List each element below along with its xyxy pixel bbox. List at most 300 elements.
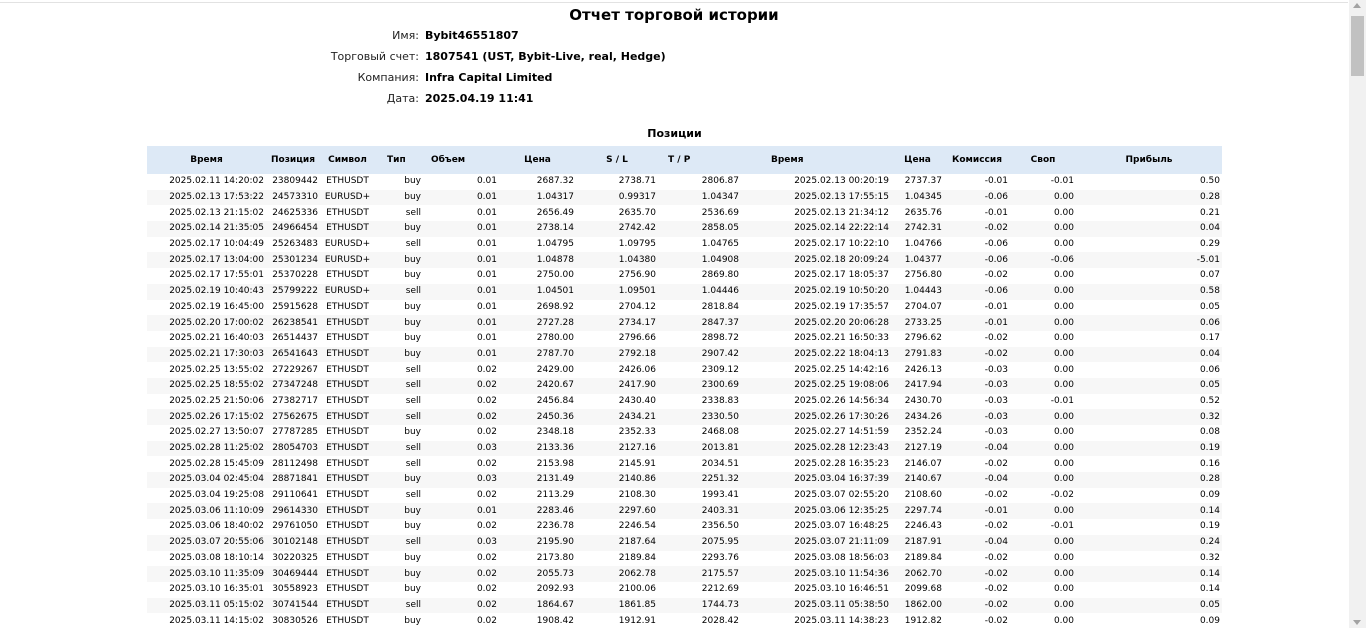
table-row — [147, 441, 1222, 457]
close-price-cell: 2733.25 — [904, 317, 942, 328]
open-time-cell: 2025.02.20 17:00:02 — [169, 317, 264, 328]
swap-cell: 0.00 — [1053, 552, 1074, 563]
open-price-cell: 2283.46 — [536, 505, 574, 516]
profit-cell: 0.24 — [1199, 537, 1220, 548]
close-price-cell: 1.04377 — [904, 254, 942, 265]
stop-loss-cell: 1.04380 — [618, 254, 656, 265]
commission-cell: -0.02 — [984, 521, 1008, 532]
info-row-date — [0, 92, 1348, 110]
open-time-cell: 2025.02.25 13:55:02 — [169, 364, 264, 375]
open-time-cell: 2025.03.06 18:40:02 — [169, 521, 264, 532]
open-time-cell: 2025.02.17 13:04:00 — [169, 254, 264, 265]
table-row — [147, 315, 1222, 331]
swap-cell: -0.02 — [1050, 490, 1074, 501]
open-price-cell: 2780.00 — [536, 333, 574, 344]
profit-cell: 0.04 — [1199, 348, 1220, 359]
type-cell: buy — [404, 568, 421, 579]
position-id-cell: 25915628 — [272, 301, 318, 312]
type-cell: sell — [405, 395, 421, 406]
table-row — [147, 347, 1222, 363]
position-id-cell: 24625336 — [272, 207, 318, 218]
symbol-cell: ETHUSDT — [326, 270, 369, 281]
symbol-cell: ETHUSDT — [326, 474, 369, 485]
vertical-scrollbar[interactable] — [1349, 0, 1366, 628]
type-cell: sell — [405, 286, 421, 297]
positions-table — [147, 146, 1222, 629]
stop-loss-cell: 2417.90 — [618, 380, 656, 391]
open-price-cell: 2450.36 — [536, 411, 574, 422]
position-id-cell: 25263483 — [272, 239, 318, 250]
open-price-cell: 1.04795 — [536, 239, 574, 250]
close-time-cell: 2025.02.13 21:34:12 — [794, 207, 889, 218]
info-value: Bybit46551807 — [425, 29, 519, 42]
table-row — [147, 394, 1222, 410]
type-cell: buy — [404, 254, 421, 265]
position-id-cell: 26514437 — [272, 333, 318, 344]
commission-cell: -0.02 — [984, 458, 1008, 469]
take-profit-cell: 2034.51 — [701, 458, 739, 469]
commission-cell: -0.01 — [984, 505, 1008, 516]
profit-cell: 0.58 — [1199, 286, 1220, 297]
commission-cell: -0.01 — [984, 301, 1008, 312]
close-time-cell: 2025.02.17 18:05:37 — [794, 270, 889, 281]
take-profit-cell: 2869.80 — [701, 270, 739, 281]
open-time-cell: 2025.03.08 18:10:14 — [169, 552, 264, 563]
commission-cell: -0.02 — [984, 490, 1008, 501]
close-time-cell: 2025.02.19 10:50:20 — [794, 286, 889, 297]
open-price-cell: 1.04878 — [536, 254, 574, 265]
take-profit-cell: 1.04347 — [701, 192, 739, 203]
header-profit: Прибыль — [1125, 155, 1173, 165]
close-price-cell: 2146.07 — [904, 458, 942, 469]
volume-cell: 0.01 — [476, 348, 497, 359]
open-time-cell: 2025.02.13 17:53:22 — [169, 192, 264, 203]
take-profit-cell: 2806.87 — [701, 176, 739, 187]
open-time-cell: 2025.02.28 15:45:09 — [169, 458, 264, 469]
info-label: Торговый счет: — [330, 50, 419, 63]
stop-loss-cell: 1.09795 — [618, 239, 656, 250]
close-time-cell: 2025.02.21 16:50:33 — [794, 333, 889, 344]
stop-loss-cell: 2100.06 — [618, 584, 656, 595]
open-time-cell: 2025.03.04 02:45:04 — [169, 474, 264, 485]
info-row-account — [0, 50, 1348, 68]
close-time-cell: 2025.02.25 19:08:06 — [794, 380, 889, 391]
header-take-profit: T / P — [668, 155, 691, 165]
profit-cell: 0.05 — [1199, 380, 1220, 391]
position-id-cell: 30741544 — [272, 599, 318, 610]
profit-cell: 0.28 — [1199, 474, 1220, 485]
position-id-cell: 23809442 — [272, 176, 318, 187]
stop-loss-cell: 1912.91 — [618, 615, 656, 626]
profit-cell: 0.52 — [1199, 395, 1220, 406]
volume-cell: 0.01 — [476, 176, 497, 187]
volume-cell: 0.01 — [476, 333, 497, 344]
scroll-down-arrow-icon[interactable] — [1353, 620, 1361, 625]
open-price-cell: 2656.49 — [536, 207, 574, 218]
symbol-cell: ETHUSDT — [326, 427, 369, 438]
positions-body — [147, 174, 1222, 629]
swap-cell: 0.00 — [1053, 286, 1074, 297]
symbol-cell: EURUSD+ — [324, 192, 371, 203]
open-time-cell: 2025.02.21 16:40:03 — [169, 333, 264, 344]
swap-cell: 0.00 — [1053, 505, 1074, 516]
open-time-cell: 2025.03.10 11:35:09 — [169, 568, 264, 579]
close-time-cell: 2025.03.10 16:46:51 — [794, 584, 889, 595]
take-profit-cell: 2468.08 — [701, 427, 739, 438]
volume-cell: 0.01 — [476, 317, 497, 328]
volume-cell: 0.02 — [476, 584, 497, 595]
swap-cell: -0.06 — [1050, 254, 1074, 265]
stop-loss-cell: 1.09501 — [618, 286, 656, 297]
symbol-cell: ETHUSDT — [326, 521, 369, 532]
table-row — [147, 284, 1222, 300]
symbol-cell: ETHUSDT — [326, 317, 369, 328]
type-cell: buy — [404, 301, 421, 312]
position-id-cell: 30469444 — [272, 568, 318, 579]
position-id-cell: 30220325 — [272, 552, 318, 563]
open-time-cell: 2025.02.21 17:30:03 — [169, 348, 264, 359]
open-price-cell: 2092.93 — [536, 584, 574, 595]
take-profit-cell: 2075.95 — [701, 537, 739, 548]
position-id-cell: 28871841 — [272, 474, 318, 485]
volume-cell: 0.02 — [476, 411, 497, 422]
open-time-cell: 2025.03.06 11:10:09 — [169, 505, 264, 516]
swap-cell: 0.00 — [1053, 474, 1074, 485]
open-time-cell: 2025.02.14 21:35:05 — [169, 223, 264, 234]
header-commission: Комиссия — [952, 155, 1002, 165]
stop-loss-cell: 2187.64 — [618, 537, 656, 548]
open-price-cell: 2429.00 — [536, 364, 574, 375]
close-price-cell: 2756.80 — [904, 270, 942, 281]
type-cell: buy — [404, 223, 421, 234]
symbol-cell: ETHUSDT — [326, 615, 369, 626]
open-price-cell: 1.04501 — [536, 286, 574, 297]
header-swap: Своп — [1030, 155, 1056, 165]
stop-loss-cell: 2297.60 — [618, 505, 656, 516]
volume-cell: 0.01 — [476, 286, 497, 297]
commission-cell: -0.03 — [984, 411, 1008, 422]
header-close-price: Цена — [904, 155, 931, 165]
symbol-cell: ETHUSDT — [326, 505, 369, 516]
close-price-cell: 1862.00 — [904, 599, 942, 610]
header-type: Тип — [387, 155, 406, 165]
symbol-cell: ETHUSDT — [326, 443, 369, 454]
table-row — [147, 456, 1222, 472]
position-id-cell: 27229267 — [272, 364, 318, 375]
open-price-cell: 2787.70 — [536, 348, 574, 359]
close-price-cell: 2417.94 — [904, 380, 942, 391]
take-profit-cell: 2847.37 — [701, 317, 739, 328]
profit-cell: 0.14 — [1199, 505, 1220, 516]
stop-loss-cell: 2127.16 — [618, 443, 656, 454]
type-cell: buy — [404, 192, 421, 203]
close-price-cell: 2108.60 — [904, 490, 942, 501]
close-price-cell: 2246.43 — [904, 521, 942, 532]
type-cell: buy — [404, 552, 421, 563]
open-time-cell: 2025.02.11 14:20:02 — [169, 176, 264, 187]
type-cell: sell — [405, 490, 421, 501]
swap-cell: 0.00 — [1053, 223, 1074, 234]
commission-cell: -0.06 — [984, 239, 1008, 250]
open-time-cell: 2025.03.11 14:15:02 — [169, 615, 264, 626]
type-cell: sell — [405, 458, 421, 469]
open-price-cell: 2348.18 — [536, 427, 574, 438]
symbol-cell: ETHUSDT — [326, 537, 369, 548]
take-profit-cell: 2356.50 — [701, 521, 739, 532]
open-time-cell: 2025.02.17 10:04:49 — [169, 239, 264, 250]
profit-cell: 0.06 — [1199, 317, 1220, 328]
close-price-cell: 2297.74 — [904, 505, 942, 516]
stop-loss-cell: 2140.86 — [618, 474, 656, 485]
profit-cell: 0.06 — [1199, 364, 1220, 375]
take-profit-cell: 1744.73 — [701, 599, 739, 610]
close-price-cell: 2187.91 — [904, 537, 942, 548]
commission-cell: -0.06 — [984, 286, 1008, 297]
type-cell: sell — [405, 207, 421, 218]
close-time-cell: 2025.03.10 11:54:36 — [794, 568, 889, 579]
commission-cell: -0.02 — [984, 333, 1008, 344]
table-row — [147, 598, 1222, 614]
volume-cell: 0.02 — [476, 395, 497, 406]
stop-loss-cell: 2434.21 — [618, 411, 656, 422]
take-profit-cell: 1.04446 — [701, 286, 739, 297]
stop-loss-cell: 2742.42 — [618, 223, 656, 234]
commission-cell: -0.06 — [984, 192, 1008, 203]
close-time-cell: 2025.02.28 12:23:43 — [794, 443, 889, 454]
commission-cell: -0.04 — [984, 474, 1008, 485]
commission-cell: -0.02 — [984, 584, 1008, 595]
volume-cell: 0.02 — [476, 364, 497, 375]
open-time-cell: 2025.03.10 16:35:01 — [169, 584, 264, 595]
symbol-cell: ETHUSDT — [326, 490, 369, 501]
volume-cell: 0.02 — [476, 615, 497, 626]
open-time-cell: 2025.02.28 11:25:02 — [169, 443, 264, 454]
commission-cell: -0.02 — [984, 552, 1008, 563]
open-price-cell: 1908.42 — [536, 615, 574, 626]
take-profit-cell: 1.04765 — [701, 239, 739, 250]
close-price-cell: 2062.70 — [904, 568, 942, 579]
close-time-cell: 2025.02.28 16:35:23 — [794, 458, 889, 469]
stop-loss-cell: 2756.90 — [618, 270, 656, 281]
open-price-cell: 1864.67 — [536, 599, 574, 610]
close-time-cell: 2025.02.13 00:20:19 — [794, 176, 889, 187]
position-id-cell: 27787285 — [272, 427, 318, 438]
stop-loss-cell: 2352.33 — [618, 427, 656, 438]
type-cell: sell — [405, 443, 421, 454]
close-time-cell: 2025.02.26 17:30:26 — [794, 411, 889, 422]
type-cell: sell — [405, 380, 421, 391]
table-row — [147, 425, 1222, 441]
report-title: Отчет торговой истории — [569, 6, 779, 24]
close-time-cell: 2025.03.08 18:56:03 — [794, 552, 889, 563]
header-open-time: Время — [190, 155, 223, 165]
open-time-cell: 2025.02.13 21:15:02 — [169, 207, 264, 218]
header-stop-loss: S / L — [606, 155, 628, 165]
symbol-cell: ETHUSDT — [326, 568, 369, 579]
close-time-cell: 2025.02.19 17:35:57 — [794, 301, 889, 312]
profit-cell: 0.14 — [1199, 584, 1220, 595]
take-profit-cell: 2300.69 — [701, 380, 739, 391]
close-time-cell: 2025.02.22 18:04:13 — [794, 348, 889, 359]
swap-cell: 0.00 — [1053, 239, 1074, 250]
volume-cell: 0.02 — [476, 458, 497, 469]
table-row — [147, 582, 1222, 598]
info-row-company — [0, 71, 1348, 89]
type-cell: buy — [404, 615, 421, 626]
symbol-cell: ETHUSDT — [326, 552, 369, 563]
swap-cell: 0.00 — [1053, 380, 1074, 391]
symbol-cell: EURUSD+ — [324, 239, 371, 250]
symbol-cell: EURUSD+ — [324, 286, 371, 297]
stop-loss-cell: 2430.40 — [618, 395, 656, 406]
swap-cell: -0.01 — [1050, 521, 1074, 532]
position-id-cell: 28112498 — [272, 458, 318, 469]
swap-cell: -0.01 — [1050, 176, 1074, 187]
table-row — [147, 551, 1222, 567]
open-price-cell: 2456.84 — [536, 395, 574, 406]
open-time-cell: 2025.02.27 13:50:07 — [169, 427, 264, 438]
table-row — [147, 237, 1222, 253]
symbol-cell: ETHUSDT — [326, 380, 369, 391]
profit-cell: 0.09 — [1199, 490, 1220, 501]
close-time-cell: 2025.03.07 21:11:09 — [794, 537, 889, 548]
table-row — [147, 300, 1222, 316]
position-id-cell: 26541643 — [272, 348, 318, 359]
volume-cell: 0.02 — [476, 380, 497, 391]
table-row — [147, 378, 1222, 394]
take-profit-cell: 2251.32 — [701, 474, 739, 485]
stop-loss-cell: 0.99317 — [618, 192, 656, 203]
take-profit-cell: 2403.31 — [701, 505, 739, 516]
volume-cell: 0.02 — [476, 521, 497, 532]
volume-cell: 0.02 — [476, 552, 497, 563]
commission-cell: -0.03 — [984, 395, 1008, 406]
info-label: Имя: — [392, 29, 419, 42]
close-price-cell: 1.04345 — [904, 192, 942, 203]
table-row — [147, 472, 1222, 488]
type-cell: sell — [405, 364, 421, 375]
take-profit-cell: 2330.50 — [701, 411, 739, 422]
profit-cell: 0.09 — [1199, 615, 1220, 626]
table-row — [147, 268, 1222, 284]
swap-cell: 0.00 — [1053, 207, 1074, 218]
stop-loss-cell: 2738.71 — [618, 176, 656, 187]
swap-cell: 0.00 — [1053, 443, 1074, 454]
close-price-cell: 2127.19 — [904, 443, 942, 454]
close-price-cell: 1912.82 — [904, 615, 942, 626]
close-price-cell: 1.04766 — [904, 239, 942, 250]
symbol-cell: EURUSD+ — [324, 254, 371, 265]
stop-loss-cell: 1861.85 — [618, 599, 656, 610]
type-cell: buy — [404, 505, 421, 516]
profit-cell: 0.29 — [1199, 239, 1220, 250]
swap-cell: 0.00 — [1053, 270, 1074, 281]
swap-cell: 0.00 — [1053, 348, 1074, 359]
open-price-cell: 2113.29 — [536, 490, 574, 501]
swap-cell: 0.00 — [1053, 427, 1074, 438]
type-cell: buy — [404, 474, 421, 485]
symbol-cell: ETHUSDT — [326, 364, 369, 375]
commission-cell: -0.02 — [984, 223, 1008, 234]
open-time-cell: 2025.02.25 21:50:06 — [169, 395, 264, 406]
swap-cell: 0.00 — [1053, 317, 1074, 328]
type-cell: buy — [404, 584, 421, 595]
scroll-up-arrow-icon[interactable] — [1353, 3, 1361, 8]
close-time-cell: 2025.03.06 12:35:25 — [794, 505, 889, 516]
close-time-cell: 2025.02.26 14:56:34 — [794, 395, 889, 406]
info-value: Infra Capital Limited — [425, 71, 553, 84]
stop-loss-cell: 2108.30 — [618, 490, 656, 501]
symbol-cell: ETHUSDT — [326, 207, 369, 218]
position-id-cell: 29761050 — [272, 521, 318, 532]
take-profit-cell: 2536.69 — [701, 207, 739, 218]
type-cell: buy — [404, 317, 421, 328]
open-price-cell: 2153.98 — [536, 458, 574, 469]
open-price-cell: 2131.49 — [536, 474, 574, 485]
info-label: Компания: — [357, 71, 419, 84]
close-time-cell: 2025.03.11 05:38:50 — [794, 599, 889, 610]
symbol-cell: ETHUSDT — [326, 348, 369, 359]
volume-cell: 0.02 — [476, 568, 497, 579]
stop-loss-cell: 2796.66 — [618, 333, 656, 344]
type-cell: buy — [404, 176, 421, 187]
close-price-cell: 2635.76 — [904, 207, 942, 218]
volume-cell: 0.01 — [476, 207, 497, 218]
commission-cell: -0.06 — [984, 254, 1008, 265]
type-cell: buy — [404, 348, 421, 359]
type-cell: buy — [404, 521, 421, 532]
close-price-cell: 2791.83 — [904, 348, 942, 359]
take-profit-cell: 2309.12 — [701, 364, 739, 375]
profit-cell: 0.19 — [1199, 521, 1220, 532]
table-row — [147, 535, 1222, 551]
open-time-cell: 2025.02.19 16:45:00 — [169, 301, 264, 312]
swap-cell: 0.00 — [1053, 458, 1074, 469]
take-profit-cell: 2028.42 — [701, 615, 739, 626]
volume-cell: 0.03 — [476, 537, 497, 548]
commission-cell: -0.01 — [984, 176, 1008, 187]
close-time-cell: 2025.03.04 16:37:39 — [794, 474, 889, 485]
scroll-thumb[interactable] — [1351, 16, 1364, 76]
profit-cell: 0.28 — [1199, 192, 1220, 203]
close-price-cell: 2796.62 — [904, 333, 942, 344]
stop-loss-cell: 2426.06 — [618, 364, 656, 375]
take-profit-cell: 2818.84 — [701, 301, 739, 312]
profit-cell: 0.04 — [1199, 223, 1220, 234]
stop-loss-cell: 2145.91 — [618, 458, 656, 469]
open-time-cell: 2025.02.19 10:40:43 — [169, 286, 264, 297]
position-id-cell: 27562675 — [272, 411, 318, 422]
swap-cell: -0.01 — [1050, 395, 1074, 406]
open-price-cell: 2727.28 — [536, 317, 574, 328]
close-price-cell: 2434.26 — [904, 411, 942, 422]
symbol-cell: ETHUSDT — [326, 584, 369, 595]
type-cell: sell — [405, 239, 421, 250]
commission-cell: -0.03 — [984, 427, 1008, 438]
open-time-cell: 2025.03.11 05:15:02 — [169, 599, 264, 610]
take-profit-cell: 2175.57 — [701, 568, 739, 579]
header-open-price: Цена — [524, 155, 551, 165]
open-time-cell: 2025.03.04 19:25:08 — [169, 490, 264, 501]
commission-cell: -0.02 — [984, 615, 1008, 626]
close-time-cell: 2025.02.17 10:22:10 — [794, 239, 889, 250]
open-price-cell: 2173.80 — [536, 552, 574, 563]
close-price-cell: 2140.67 — [904, 474, 942, 485]
position-id-cell: 28054703 — [272, 443, 318, 454]
swap-cell: 0.00 — [1053, 599, 1074, 610]
close-time-cell: 2025.02.18 20:09:24 — [794, 254, 889, 265]
close-time-cell: 2025.03.07 02:55:20 — [794, 490, 889, 501]
